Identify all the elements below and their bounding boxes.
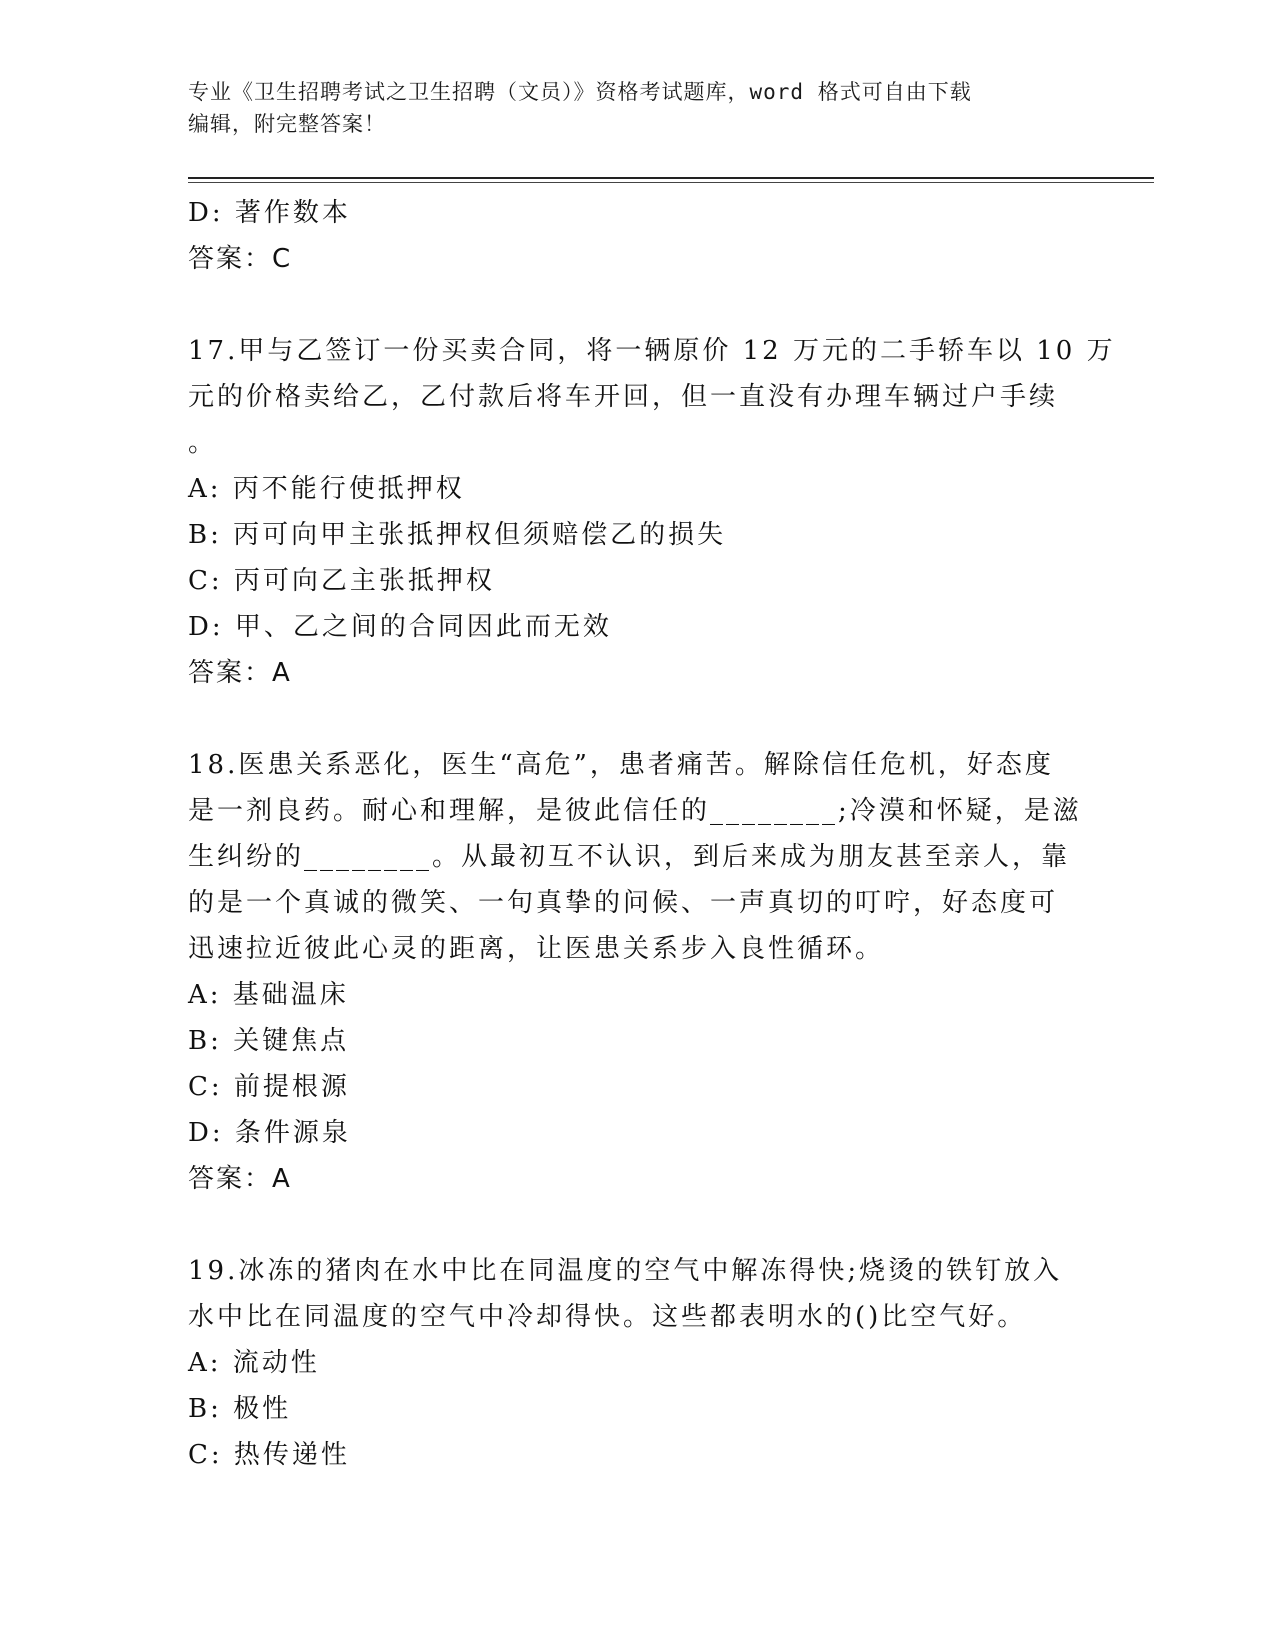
prev-option-d: D: 著作数本 bbox=[188, 198, 351, 228]
spacer bbox=[188, 282, 1088, 328]
question-17-answer: 答案：A bbox=[188, 658, 292, 688]
question-17-line-3: 。 bbox=[188, 428, 218, 458]
header-line-2: 编辑，附完整答案！ bbox=[188, 112, 386, 136]
question-18-option-a: A: 基础温床 bbox=[188, 980, 349, 1010]
question-19-line-2: 水中比在同温度的空气中冷却得快。这些都表明水的()比空气好。 bbox=[188, 1302, 1027, 1332]
question-18-option-c: C: 前提根源 bbox=[188, 1072, 350, 1102]
page-header bbox=[188, 76, 1068, 140]
question-18-answer: 答案：A bbox=[188, 1164, 292, 1194]
header-line-1: 专业《卫生招聘考试之卫生招聘（文员）》资格考试题库，word 格式可自由下载 bbox=[188, 80, 972, 104]
header-divider-thick bbox=[188, 177, 1154, 179]
prev-answer: 答案：C bbox=[188, 244, 293, 274]
question-19-option-c: C: 热传递性 bbox=[188, 1440, 350, 1470]
question-17-line-1: 17.甲与乙签订一份买卖合同，将一辆原价 12 万元的二手轿车以 10 万 bbox=[188, 336, 1116, 366]
question-17-option-d: D: 甲、乙之间的合同因此而无效 bbox=[188, 612, 612, 642]
question-17-option-a: A: 丙不能行使抵押权 bbox=[188, 474, 465, 504]
question-18-option-d: D: 条件源泉 bbox=[188, 1118, 351, 1148]
question-18-line-2: 是一剂良药。耐心和理解，是彼此信任的________;冷漠和怀疑，是滋 bbox=[188, 796, 1082, 826]
question-18-line-5: 迅速拉近彼此心灵的距离，让医患关系步入良性循环。 bbox=[188, 934, 885, 964]
question-19-option-a: A: 流动性 bbox=[188, 1348, 320, 1378]
question-19-line-1: 19.冰冻的猪肉在水中比在同温度的空气中解冻得快;烧烫的铁钉放入 bbox=[188, 1256, 1063, 1286]
question-17-line-2: 元的价格卖给乙，乙付款后将车开回，但一直没有办理车辆过户手续 bbox=[188, 382, 1059, 412]
question-18 bbox=[188, 742, 1088, 1202]
question-content bbox=[188, 190, 1116, 1478]
question-18-line-4: 的是一个真诚的微笑、一句真挚的问候、一声真切的叮咛，好态度可 bbox=[188, 888, 1059, 918]
question-19 bbox=[188, 1248, 1088, 1478]
question-17-option-b: B: 丙可向甲主张抵押权但须赔偿乙的损失 bbox=[188, 520, 727, 550]
spacer bbox=[188, 696, 1088, 742]
question-17 bbox=[188, 328, 1116, 696]
header-divider-thin bbox=[188, 182, 1154, 183]
spacer bbox=[188, 1202, 1088, 1248]
question-18-line-3: 生纠纷的________。从最初互不认识，到后来成为朋友甚至亲人，靠 bbox=[188, 842, 1071, 872]
question-19-option-b: B: 极性 bbox=[188, 1394, 292, 1424]
question-18-option-b: B: 关键焦点 bbox=[188, 1026, 350, 1056]
question-18-line-1: 18.医患关系恶化，医生“高危”，患者痛苦。解除信任危机，好态度 bbox=[188, 750, 1054, 780]
question-17-option-c: C: 丙可向乙主张抵押权 bbox=[188, 566, 495, 596]
